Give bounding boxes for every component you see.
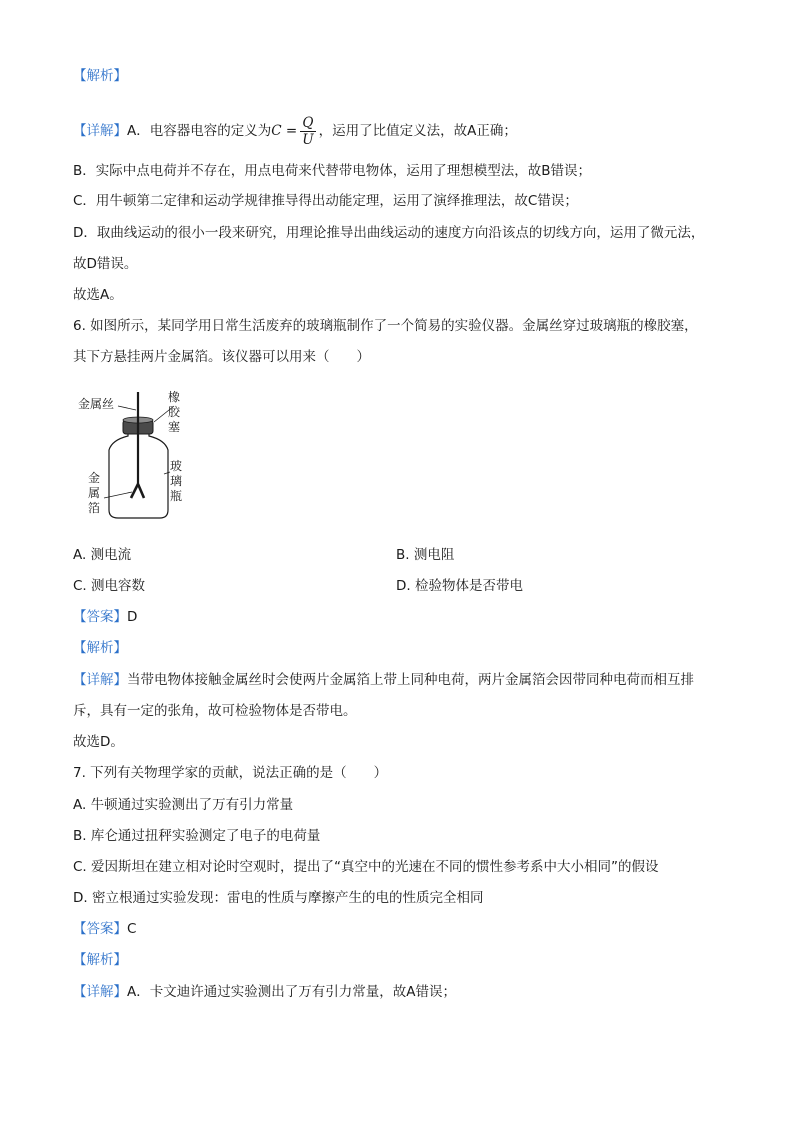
foil-label-2: 属	[88, 486, 101, 500]
answer-value: D	[127, 609, 138, 625]
electroscope-diagram	[76, 388, 196, 524]
bottle-label-2: 璃	[170, 474, 183, 488]
detail-tag: 【详解】	[73, 672, 127, 688]
answer-tag: 【答案】	[73, 921, 127, 937]
q6-answer	[73, 607, 137, 627]
q7-option-c: C. 爱因斯坦在建立相对论时空观时，提出了“真空中的光速在不同的惯性参考系中大小相同”的假设	[73, 859, 659, 875]
q6-detail-line2: 斥，具有一定的张角，故可检验物体是否带电。	[73, 703, 357, 719]
electroscope-figure	[76, 388, 196, 524]
detail-line-d: D．取曲线运动的很小一段来研究，用理论推导出曲线运动的速度方向沿该点的切线方向，运用了微元法，	[73, 225, 705, 241]
q7-stem: 7. 下列有关物理学家的贡献，说法正确的是（ ）	[73, 765, 388, 781]
q7-analysis-heading	[73, 950, 127, 970]
detail-tag: 【详解】	[73, 984, 127, 1000]
q7-detail-text1: A．卡文迪许通过实验测出了万有引力常量，故A错误；	[127, 984, 456, 1000]
detail-tag: 【详解】	[73, 123, 127, 139]
analysis-tag: 【解析】	[73, 68, 127, 84]
detail-line-c: C．用牛顿第二定律和运动学规律推导得出动能定理，运用了演绎推理法，故C错误；	[73, 193, 578, 209]
detail-a-pre: A．电容器电容的定义为	[127, 123, 272, 139]
q6-option-c: C. 测电容数	[73, 578, 146, 594]
q6-analysis-heading	[73, 638, 127, 658]
formula-numerator: Q	[300, 115, 315, 132]
stopper-label-2: 胶	[168, 405, 181, 419]
analysis-tag: 【解析】	[73, 952, 127, 968]
bottle-label-1: 玻	[170, 459, 183, 473]
wire-label: 金属丝	[78, 397, 115, 411]
q6-detail-text1: 当带电物体接触金属丝时会使两片金属箔上带上同种电荷，两片金属箔会因带同种电荷而相互排	[127, 672, 694, 688]
answer-tag: 【答案】	[73, 609, 127, 625]
q6-option-d: D. 检验物体是否带电	[396, 578, 523, 594]
q7-option-d: D. 密立根通过实验发现：雷电的性质与摩擦产生的电的性质完全相同	[73, 890, 484, 906]
foil-left	[131, 484, 138, 498]
stopper-label-1: 橡	[168, 390, 181, 404]
q7-option-b: B. 库仑通过扭秤实验测定了电子的电荷量	[73, 828, 321, 844]
q7-option-a: A. 牛顿通过实验测出了万有引力常量	[73, 797, 294, 813]
q7-detail-line1	[73, 982, 456, 1002]
bottle-label-3: 瓶	[170, 489, 183, 503]
formula-denominator: U	[302, 131, 314, 148]
conclusion-line: 故选A。	[73, 287, 123, 303]
q6-stem-line2: 其下方悬挂两片金属箔。该仪器可以用来（ ）	[73, 349, 370, 365]
formula-fraction	[300, 115, 315, 148]
q7-answer	[73, 919, 136, 939]
foil-right	[138, 484, 144, 498]
answer-value: C	[127, 921, 137, 937]
q6-conclusion: 故选D。	[73, 734, 124, 750]
foil-label-3: 箔	[88, 501, 101, 515]
analysis-heading	[73, 66, 127, 86]
formula-c: C	[271, 123, 282, 139]
q6-option-b: B. 测电阻	[396, 547, 455, 563]
detail-line-a	[73, 114, 517, 148]
formula-eq: =	[285, 123, 298, 139]
detail-a-post: ，运用了比值定义法，故A正确；	[318, 123, 517, 139]
q6-option-a: A. 测电流	[73, 547, 132, 563]
analysis-tag: 【解析】	[73, 640, 127, 656]
q6-stem-line1: 6. 如图所示，某同学用日常生活废弃的玻璃瓶制作了一个简易的实验仪器。金属丝穿过玻璃瓶的橡胶塞，	[73, 318, 698, 334]
foil-label-1: 金	[88, 471, 101, 485]
q6-detail-line1	[73, 670, 694, 690]
detail-line-b: B．实际中点电荷并不存在，用点电荷来代替带电物体，运用了理想模型法，故B错误；	[73, 163, 592, 179]
foil-leader	[104, 492, 132, 498]
detail-line-d-cont: 故D错误。	[73, 256, 138, 272]
stopper-label-3: 塞	[168, 420, 181, 434]
wire-leader	[118, 406, 136, 410]
